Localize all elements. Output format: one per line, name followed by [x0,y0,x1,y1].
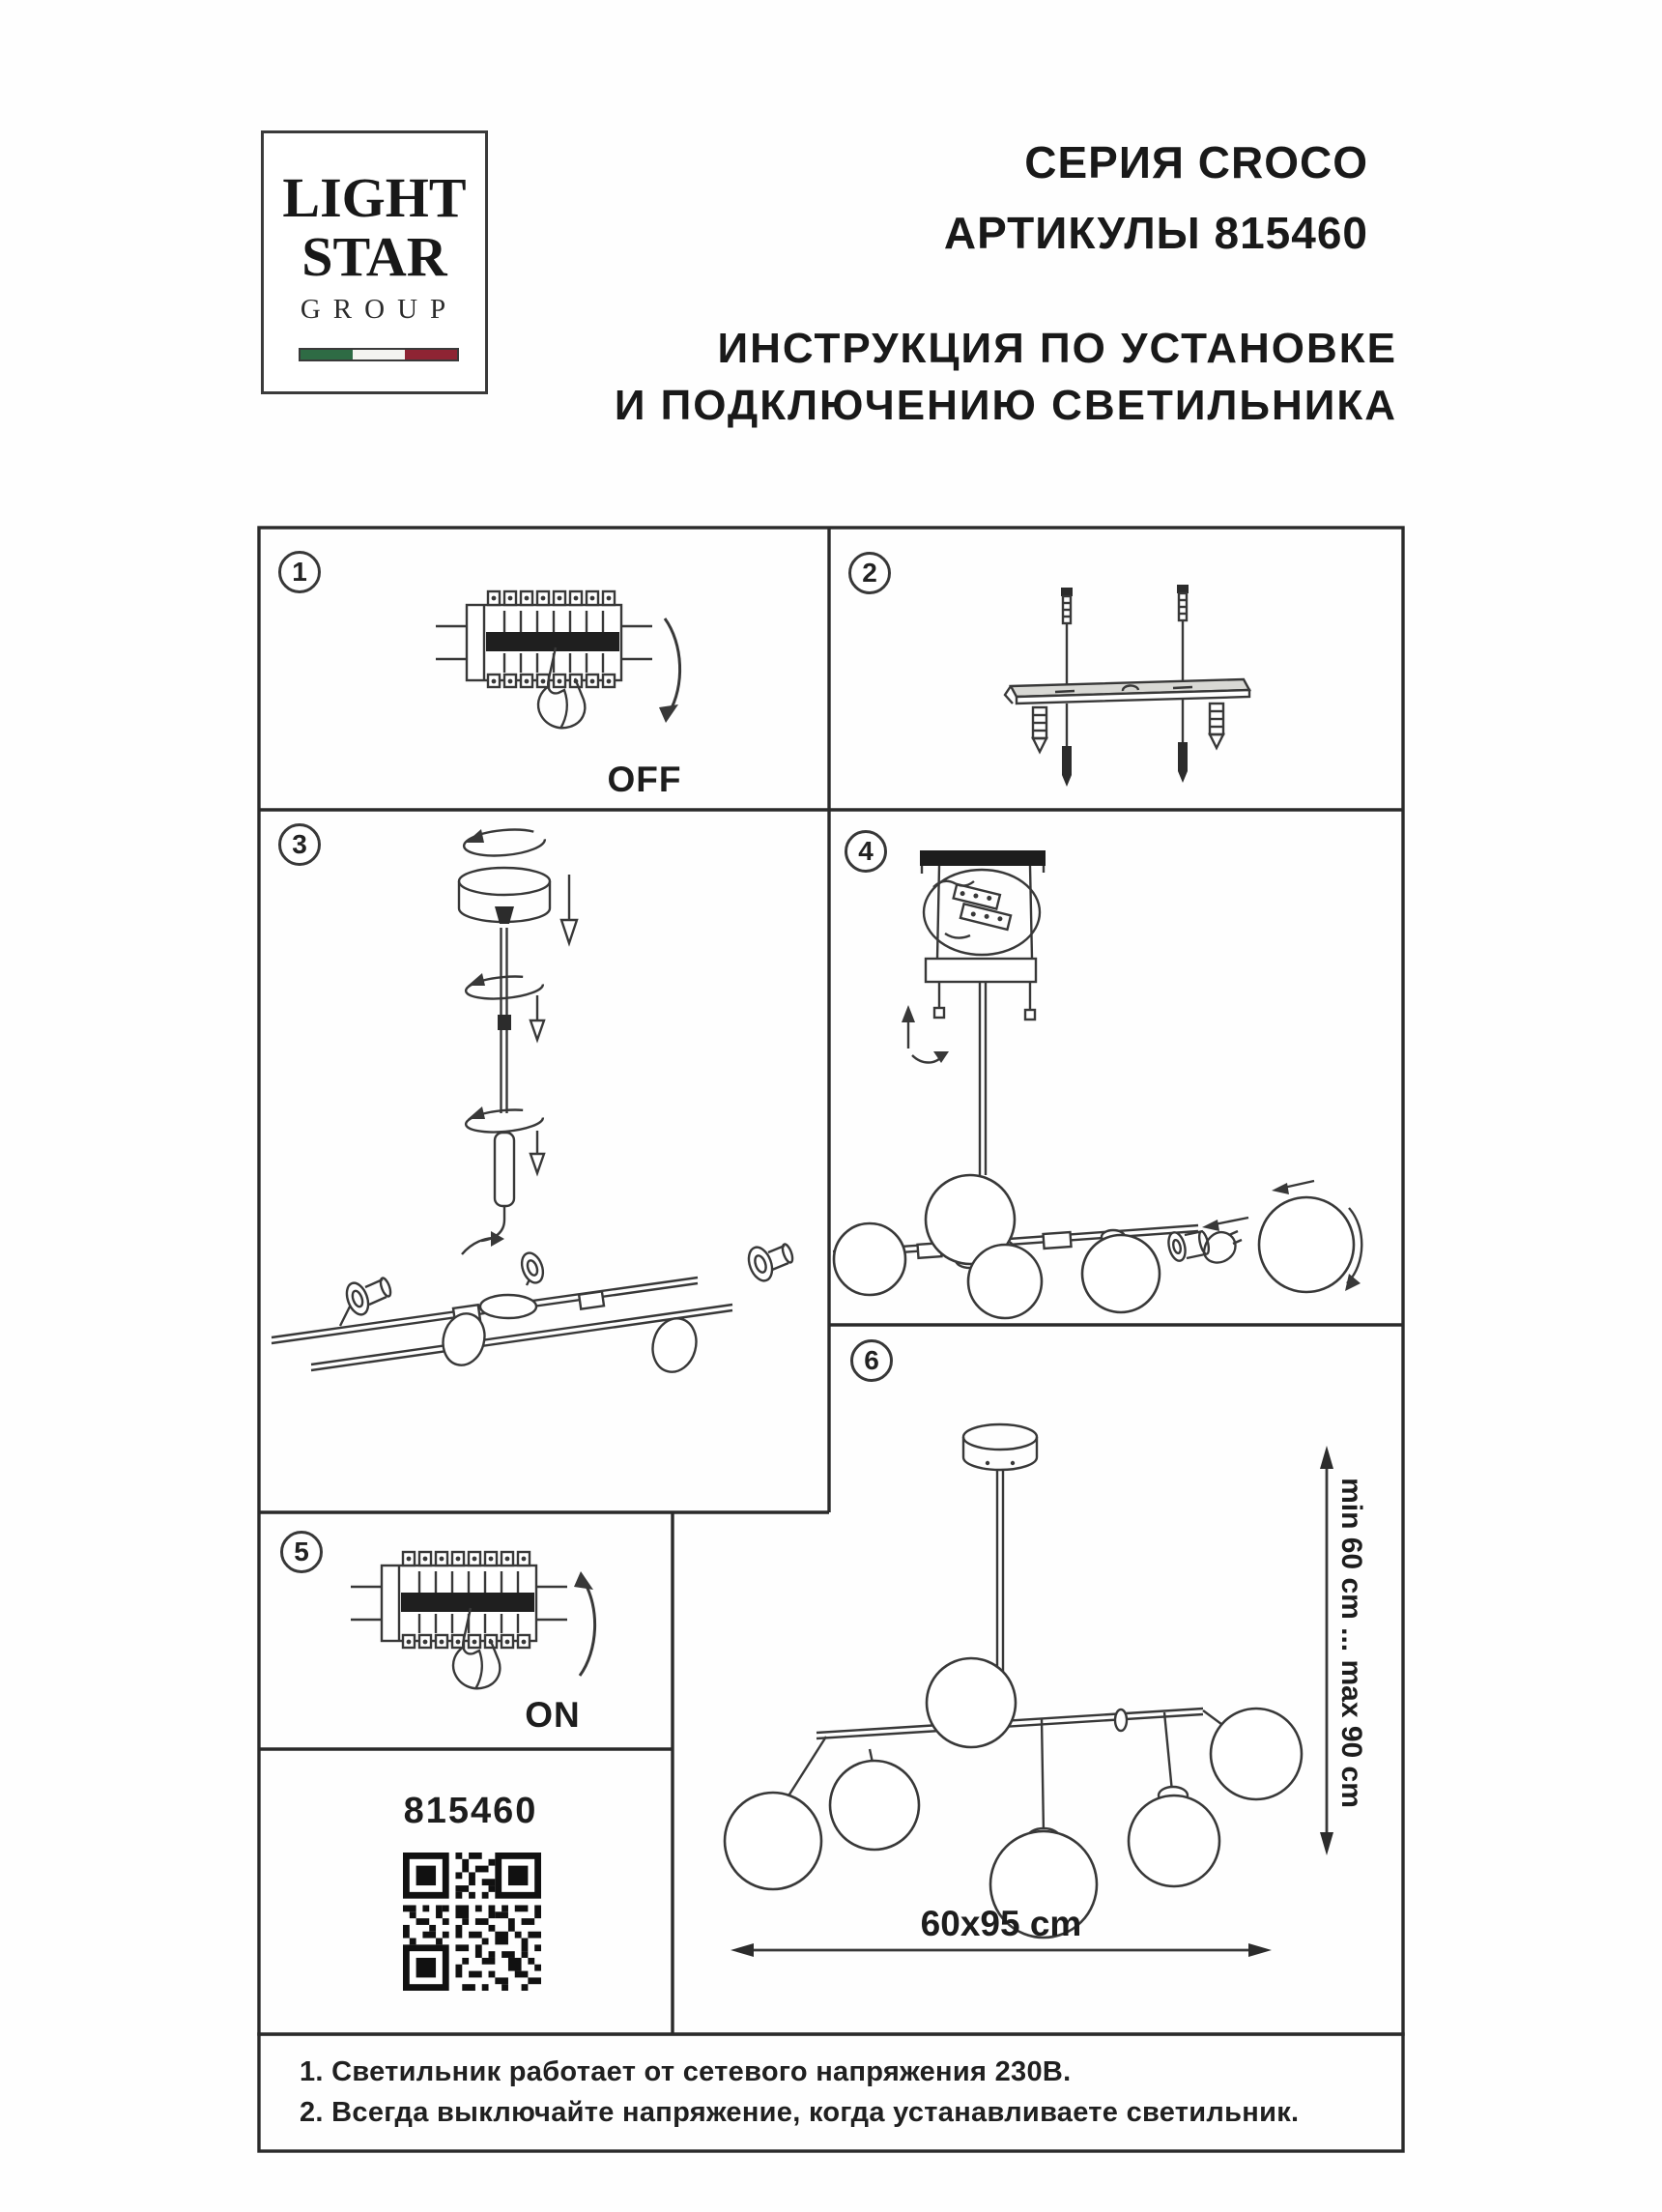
qr-code [403,1853,541,1991]
step1-number: 1 [292,557,307,587]
step1-number-badge [278,551,321,593]
power-on-label: ON [525,1695,581,1735]
step4-ceiling-connection-drawing [833,850,1361,1318]
articles-title: АРТИКУЛЫ 815460 [943,208,1368,258]
series-title: СЕРИЯ CROCO [1024,137,1368,187]
logo-word-star: STAR [301,225,447,288]
footnote-safety: 2. Всегда выключайте напряжение, когда устанавливаете светильник. [300,2097,1300,2128]
step3-rod-assembly-drawing [272,826,794,1376]
step6-number-badge [850,1339,893,1382]
instruction-title-line2: И ПОДКЛЮЧЕНИЮ СВЕТИЛЬНИКА [614,382,1397,429]
step4-number-badge [845,830,887,873]
instruction-title-line1: ИНСТРУКЦИЯ ПО УСТАНОВКЕ [717,325,1397,372]
power-off-label: OFF [607,760,682,799]
step3-number-badge [278,823,321,866]
step6-final-fixture-drawing [725,1424,1333,1957]
article-number: 815460 [403,1791,538,1831]
step5-breaker-on-drawing [351,1552,595,1689]
step1-breaker-off-drawing [436,591,680,729]
step2-number-badge [848,552,891,594]
width-dimension-label: 60x95 cm [920,1904,1082,1943]
step5-number: 5 [294,1537,309,1566]
step6-number: 6 [864,1345,879,1375]
step2-bracket-drawing [1005,585,1249,787]
logo-word-group: GROUP [300,294,459,325]
height-dimension-label: min 60 cm ... max 90 cm [1335,1478,1367,1808]
panel-grid-borders [259,528,1403,2151]
step2-number: 2 [862,558,877,588]
footnote-voltage: 1. Светильник работает от сетевого напряжения 230В. [300,2056,1072,2087]
step3-number: 3 [292,829,307,859]
step4-number: 4 [858,836,874,866]
logo-word-light: LIGHT [282,166,467,229]
step5-number-badge [280,1531,323,1573]
